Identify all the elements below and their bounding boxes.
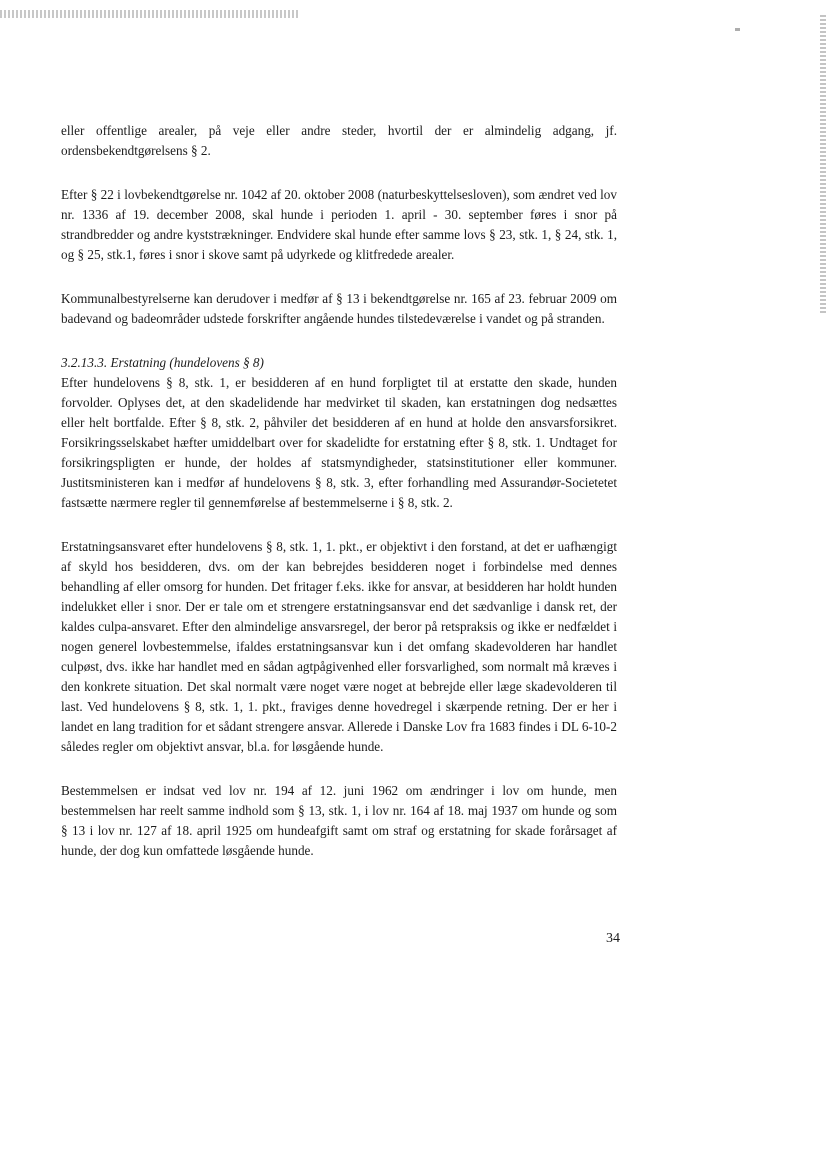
- scan-artifact-right: [820, 15, 826, 315]
- scan-artifact-top: [0, 10, 300, 18]
- paragraph: eller offentlige arealer, på veje eller andre steder, hvortil der er almindelig adgang, jf. ordensbekendtgørelsens § 2.: [61, 123, 617, 158]
- paragraph: Efter hundelovens § 8, stk. 1, er besidderen af en hund forpligtet til at erstatte den skade, hunden forvolder. Oplyses det, at den skadelidende har medvirket til skaden, kan erstatningen dog nedsættes eller helt bortfalde. Efter § 8, stk. 2, påhviler det besidderen af en hund at holde den ansvarsforsikret. Forsikringsselskabet hæfter umiddelbart over for skadelidte for erstatning efter § 8, stk. 1. Undtaget for forsikringspligten er hunde, der holdes af statsmyndigheder, statsinstitutioner eller kommuner. Justitsministeren kan i medfør af hundelovens § 8, stk. 3, efter forhandling med Assurandør-Societetet fastsætte nærmere regler til gennemførelse af bestemmelserne i § 8, stk. 2.: [61, 375, 617, 510]
- scan-artifact-speck: [735, 28, 740, 31]
- paragraph: Efter § 22 i lovbekendtgørelse nr. 1042 af 20. oktober 2008 (naturbeskyttelsesloven), som ændret ved lov nr. 1336 af 19. december 2008, skal hunde i perioden 1. april - 30. september føres i snor på strandbredder og andre kyststrækninger. Endvidere skal hunde efter samme lovs § 23, stk. 1, § 24, stk. 1, og § 25, stk.1, føres i snor i skove samt på udyrkede og klitfredede arealer.: [61, 187, 617, 262]
- body-text: [61, 121, 617, 885]
- page-number: 34: [606, 931, 620, 946]
- section-heading: 3.2.13.3. Erstatning (hundelovens § 8): [61, 355, 264, 370]
- paragraph: Bestemmelsen er indsat ved lov nr. 194 af 12. juni 1962 om ændringer i lov om hunde, men bestemmelsen har reelt samme indhold som § 13, stk. 1, i lov nr. 164 af 18. maj 1937 om hunde og som § 13 i lov nr. 127 af 18. april 1925 om hundeafgift samt om straf og erstatning for skade forårsaget af hunde, der dog kun omfattede løsgående hunde.: [61, 783, 617, 858]
- paragraph: Erstatningsansvaret efter hundelovens § 8, stk. 1, 1. pkt., er objektivt i den forstand, at det er uafhængigt af skyld hos besidderen, dvs. om der kan bebrejdes besidderen noget i forbindelse med dennes behandling af eller omsorg for hunden. Det fritager f.eks. ikke for ansvar, at besidderen har holdt hunden indelukket eller i snor. Der er tale om et strengere erstatningsansvar end det sædvanlige i dansk ret, der kaldes culpa-ansvaret. Efter den almindelige ansvarsregel, der beror på retspraksis og ikke er nedfældet i nogen generel lovbestemmelse, ifaldes erstatningsansvar kun i det omfang skadevolderen har handlet culpøst, dvs. ikke har handlet med en sådan agtpågivenhed eller forsvarlighed, som normalt må kræves i den konkrete situation. Det skal normalt være noget være noget at bebrejde eller læge skadevolderen til last. Ved hundelovens § 8, stk. 1, 1. pkt., fraviges denne hovedregel i skærpende retning. Der er her i landet en lang tradition for et sådant strengere ansvar. Allerede i Danske Lov fra 1683 findes i DL 6-10-2 således regler om objektivt ansvar, bl.a. for løsgående hunde.: [61, 539, 617, 754]
- paragraph: Kommunalbestyrelserne kan derudover i medfør af § 13 i bekendtgørelse nr. 165 af 23. februar 2009 om badevand og badeområder udstede forskrifter angående hundes tilstedeværelse i vandet og på stranden.: [61, 291, 617, 326]
